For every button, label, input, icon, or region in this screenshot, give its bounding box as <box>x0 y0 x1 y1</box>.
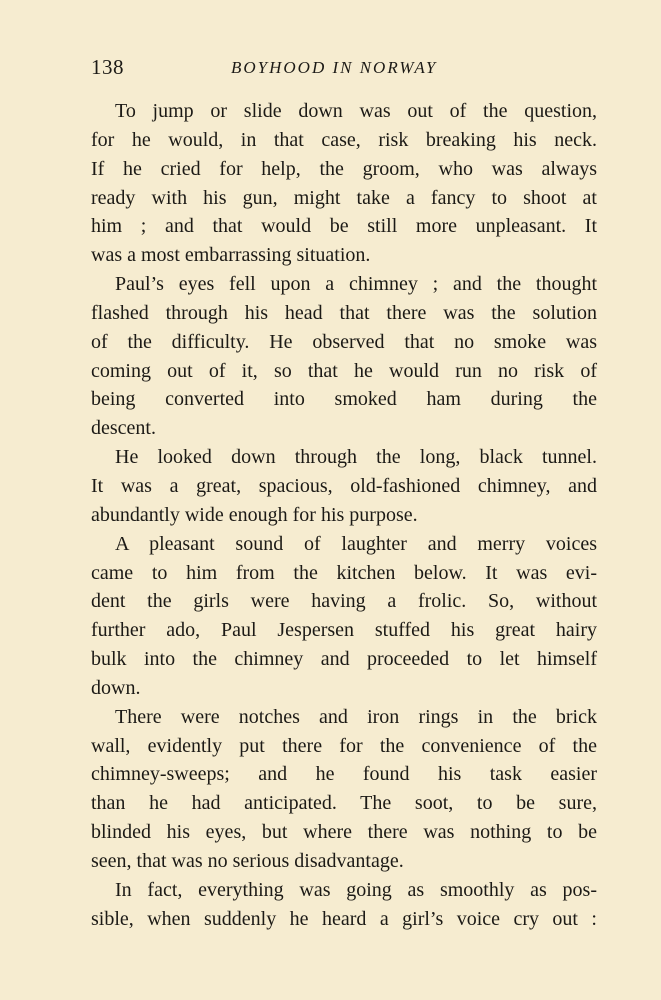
text-line: being converted into smoked ham during the <box>91 388 597 411</box>
page-header <box>91 55 597 85</box>
text-line: coming out of it, so that he would run no risk of <box>91 359 597 382</box>
text-line: flashed through his head that there was the solution <box>91 301 597 324</box>
text-line: abundantly wide enough for his purpose. <box>91 503 418 526</box>
text-line: dent the girls were having a frolic. So, without <box>91 590 597 613</box>
paragraph <box>91 97 597 270</box>
text-line: him ; and that would be still more unpleasant. It <box>91 215 597 238</box>
page-number: 138 <box>91 55 124 79</box>
text-line: If he cried for help, the groom, who was always <box>91 157 597 180</box>
body-text <box>91 97 597 933</box>
text-line: ready with his gun, might take a fancy to shoot at <box>91 186 597 209</box>
paragraph <box>91 530 597 703</box>
text-line: Paul’s eyes fell upon a chimney ; and the thought <box>115 273 597 296</box>
paragraph <box>91 443 597 530</box>
text-line: came to him from the kitchen below. It was evi- <box>91 561 597 584</box>
text-line: for he would, in that case, risk breaking his neck. <box>91 128 597 151</box>
text-line: of the difficulty. He observed that no smoke was <box>91 330 597 353</box>
text-line: To jump or slide down was out of the question, <box>115 100 597 122</box>
text-line: wall, evidently put there for the convenience of the <box>91 734 597 757</box>
text-line: A pleasant sound of laughter and merry voices <box>115 532 597 555</box>
text-line: further ado, Paul Jespersen stuffed his great hairy <box>91 619 597 642</box>
text-line: was a most embarrassing situation. <box>91 244 371 267</box>
paragraph <box>91 876 597 934</box>
text-line: It was a great, spacious, old-fashioned chimney, and <box>91 474 597 497</box>
text-line: than he had anticipated. The soot, to be sure, <box>91 792 597 815</box>
paragraph <box>91 703 597 876</box>
text-line: bulk into the chimney and proceeded to let himself <box>91 648 597 671</box>
running-head: BOYHOOD IN NORWAY <box>231 58 438 77</box>
text-line: blinded his eyes, but where there was nothing to be <box>91 821 597 844</box>
text-line: sible, when suddenly he heard a girl’s voice cry out : <box>91 907 597 930</box>
paragraph <box>91 270 597 443</box>
text-line: descent. <box>91 417 156 440</box>
text-line: There were notches and iron rings in the brick <box>115 705 597 728</box>
text-line: He looked down through the long, black tunnel. <box>115 446 597 469</box>
text-line: chimney-sweeps; and he found his task easier <box>91 763 597 786</box>
text-line: down. <box>91 676 141 699</box>
text-line: seen, that was no serious disadvantage. <box>91 849 404 872</box>
text-line: In fact, everything was going as smoothly as pos- <box>115 878 597 901</box>
